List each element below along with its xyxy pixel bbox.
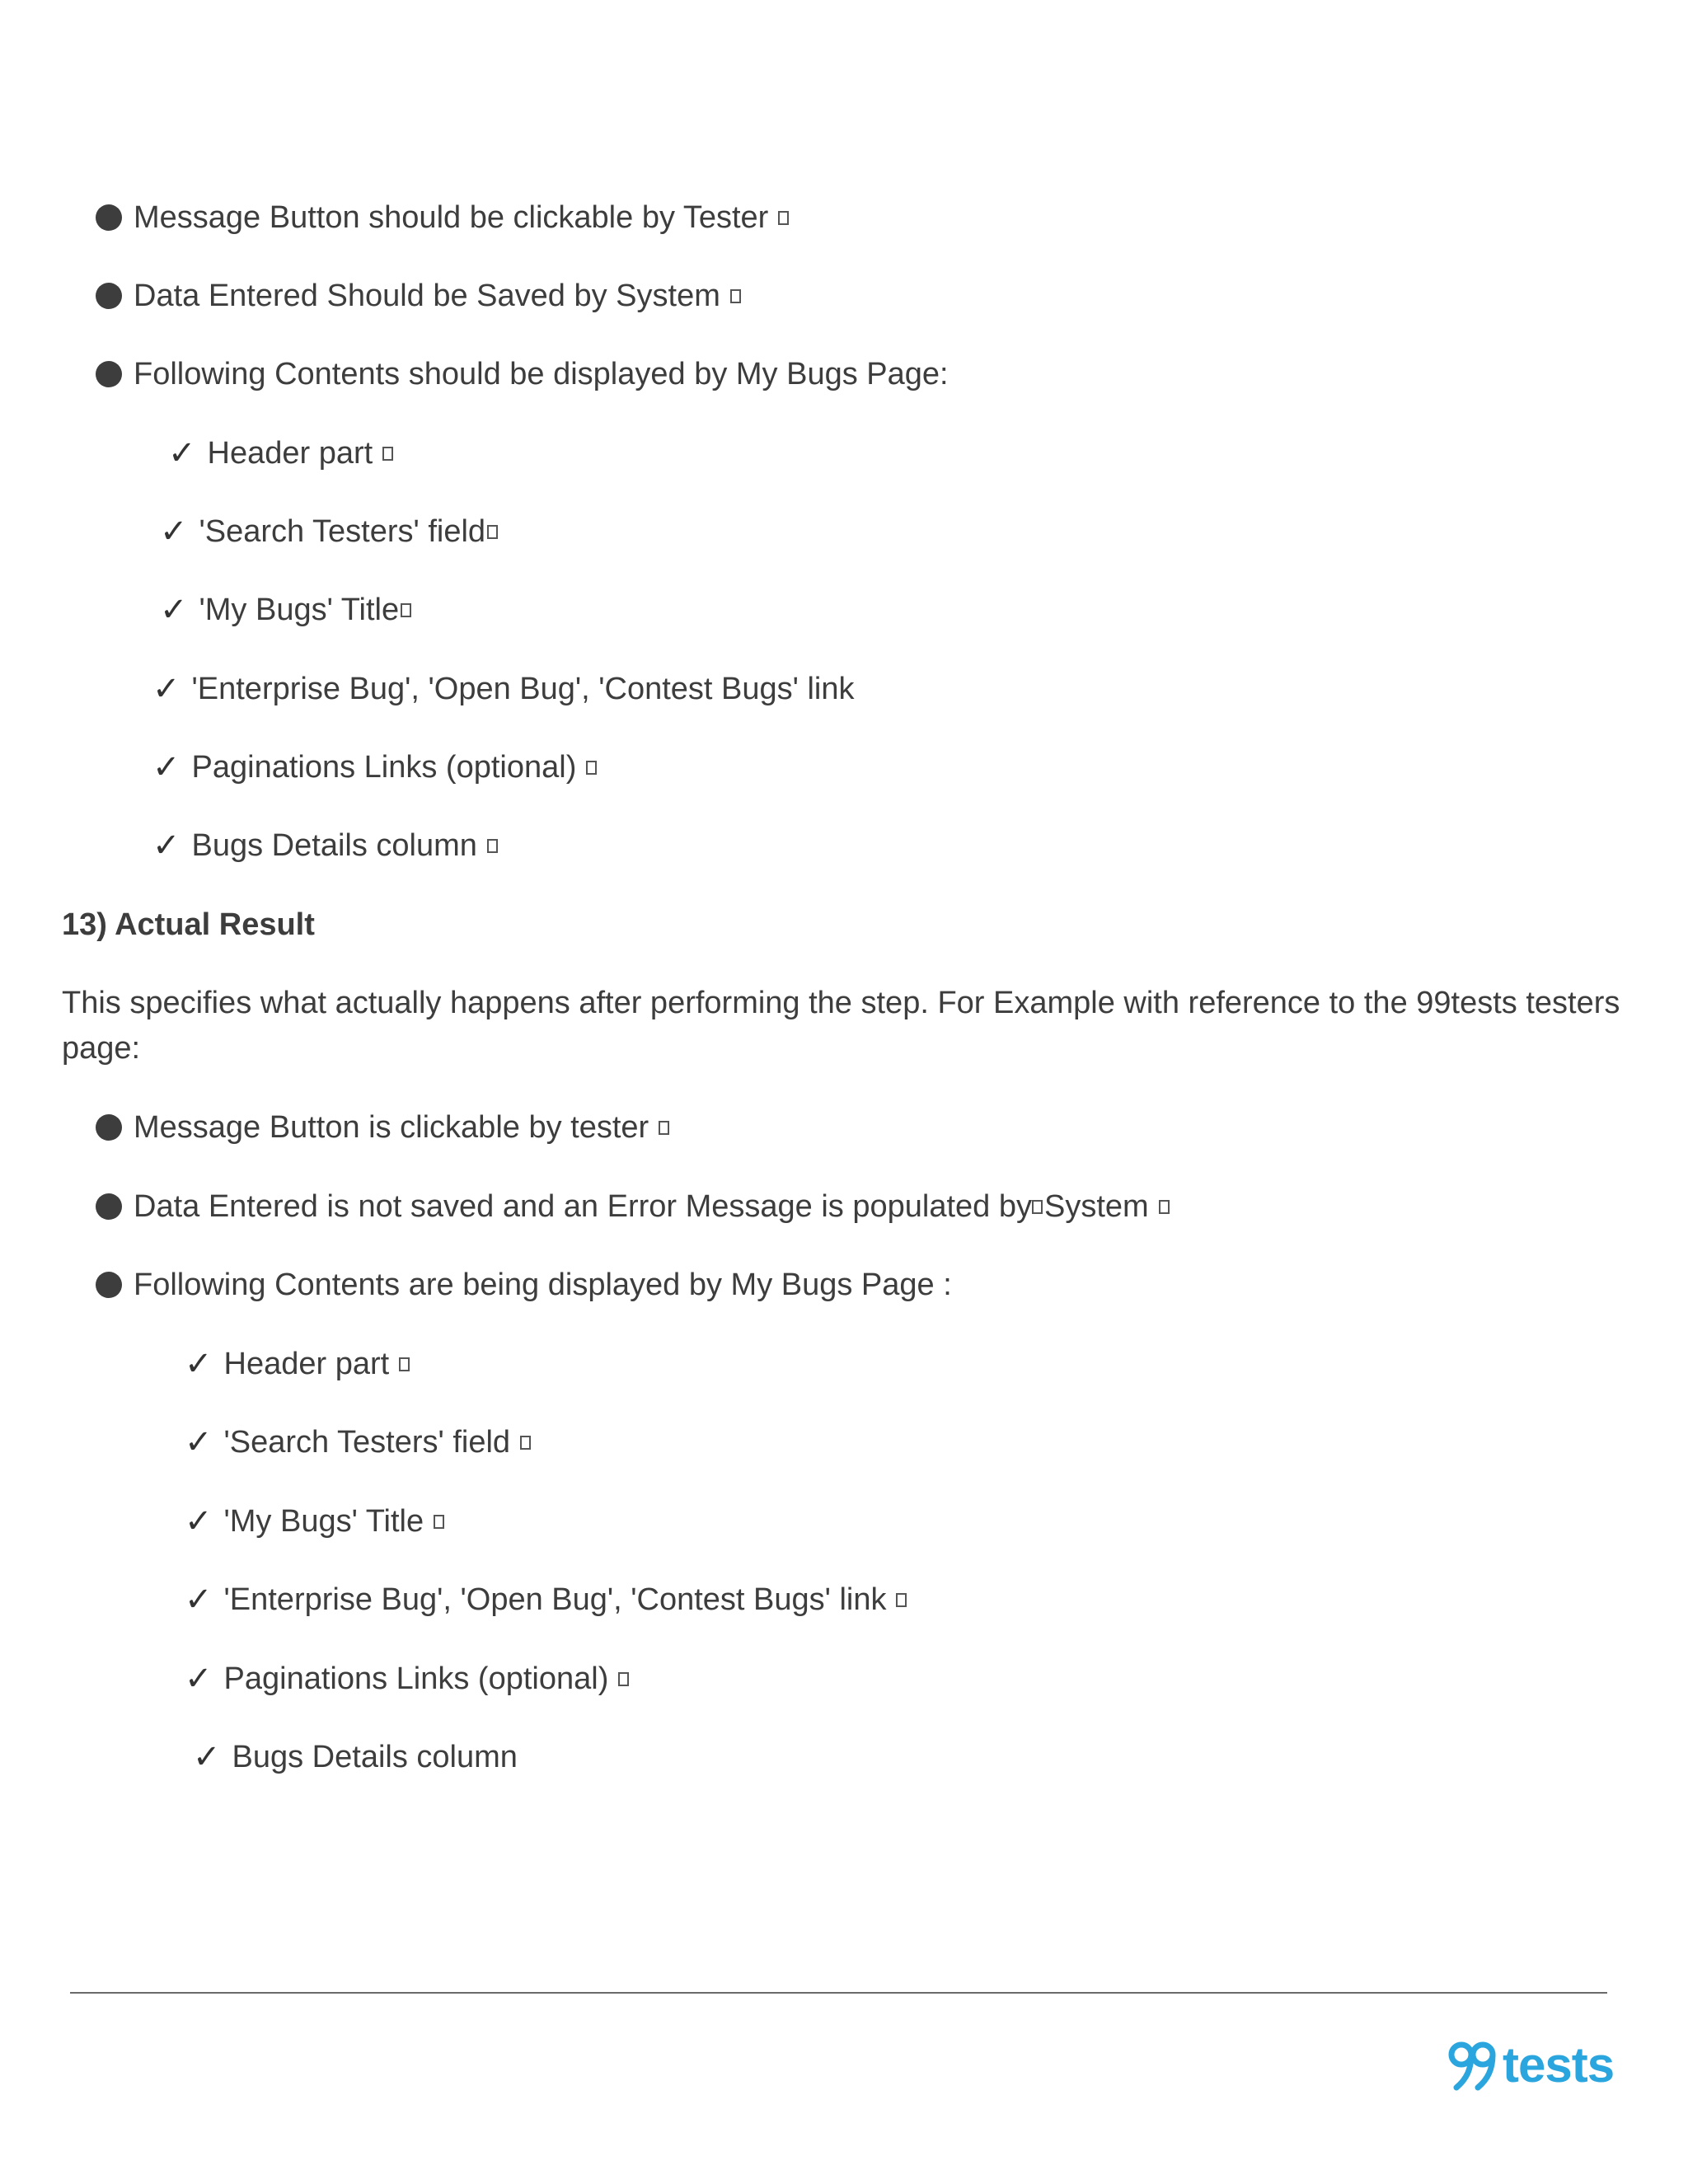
missing-glyph-icon (399, 1357, 410, 1371)
missing-glyph-icon (586, 761, 597, 775)
checklist-item (168, 434, 393, 473)
missing-glyph-icon (487, 839, 498, 853)
list-item (96, 276, 741, 316)
list-item-text: Message Button should be clickable by Tester (134, 200, 769, 235)
checklist-item-text: Bugs Details column (191, 828, 477, 863)
checkmark-icon: ✓ (185, 1581, 213, 1619)
checklist-item-text: 'Enterprise Bug', 'Open Bug', 'Contest Bugs' link (223, 1582, 887, 1617)
missing-glyph-icon (778, 211, 789, 225)
missing-glyph-icon (520, 1436, 531, 1450)
checklist-item-text: Bugs Details column (232, 1740, 518, 1774)
bullet-icon (96, 361, 122, 387)
list-item-text-start: Data Entered is not saved and an Error Message is populated by (134, 1189, 1032, 1224)
missing-glyph-icon (487, 525, 498, 539)
checklist-item-text: 'My Bugs' Title (223, 1504, 424, 1539)
bullet-icon (96, 1193, 122, 1220)
list-item-text: Following Contents are being displayed by My Bugs Page : (134, 1268, 952, 1302)
list-item (96, 198, 789, 237)
list-item (96, 1187, 1170, 1226)
checklist-item (152, 748, 597, 787)
list-item-text: Following Contents should be displayed by My Bugs Page: (134, 357, 949, 391)
footer-divider (70, 1992, 1607, 1994)
checkmark-icon: ✓ (152, 670, 181, 708)
missing-glyph-icon (730, 289, 741, 303)
brand-logo (1448, 2036, 1614, 2093)
missing-glyph-icon (896, 1593, 907, 1607)
missing-glyph-icon (618, 1672, 629, 1686)
checklist-item-text: 'Enterprise Bug', 'Open Bug', 'Contest Bugs' link (191, 672, 855, 706)
missing-glyph-icon (401, 603, 411, 617)
section-paragraph: This specifies what actually happens after performing the step. For Example with reference to the 99tests testers page: (62, 986, 1620, 1066)
logo-99-mark (1448, 2036, 1499, 2093)
checkmark-icon: ✓ (152, 827, 181, 865)
checkmark-icon: ✓ (185, 1345, 213, 1383)
checklist-item (160, 590, 411, 630)
bullet-icon (96, 1114, 122, 1141)
checklist-item (160, 512, 498, 551)
checklist-item-text: Header part (207, 436, 373, 471)
section-heading: 13) Actual Result (62, 907, 315, 942)
list-item (96, 1265, 952, 1305)
checklist-item-text: Header part (223, 1347, 390, 1381)
checklist-item (185, 1422, 531, 1462)
list-item (96, 1108, 669, 1147)
checkmark-icon: ✓ (168, 434, 196, 472)
checklist-item (185, 1502, 444, 1541)
checklist-item-text: 'My Bugs' Title (199, 593, 400, 627)
checkmark-icon: ✓ (185, 1660, 213, 1698)
checklist-item-text: 'Search Testers' field (223, 1425, 511, 1460)
checklist-item (185, 1344, 410, 1384)
checkmark-icon: ✓ (185, 1423, 213, 1461)
missing-glyph-icon (1159, 1200, 1170, 1214)
list-item-text-end: System (1043, 1189, 1149, 1224)
missing-glyph-icon (434, 1515, 444, 1529)
checklist-item (185, 1580, 907, 1619)
checkmark-icon: ✓ (152, 748, 181, 786)
checklist-item (185, 1659, 629, 1699)
checkmark-icon: ✓ (185, 1502, 213, 1540)
checkmark-icon: ✓ (193, 1738, 221, 1776)
checklist-item (152, 669, 854, 709)
missing-glyph-icon (659, 1121, 669, 1135)
checklist-item (152, 826, 498, 865)
checklist-item-text: Paginations Links (optional) (191, 750, 577, 785)
checkmark-icon: ✓ (160, 513, 188, 551)
checklist-item-text: Paginations Links (optional) (223, 1661, 609, 1696)
missing-glyph-icon (1032, 1200, 1043, 1214)
bullet-icon (96, 283, 122, 309)
list-item (96, 354, 949, 394)
checkmark-icon: ✓ (160, 591, 188, 629)
logo-text: tests (1503, 2036, 1615, 2093)
checklist-item-text: 'Search Testers' field (199, 514, 486, 549)
missing-glyph-icon (382, 447, 393, 461)
list-item-text: Data Entered Should be Saved by System (134, 279, 720, 313)
bullet-icon (96, 204, 122, 231)
checklist-item (193, 1737, 518, 1777)
bullet-icon (96, 1272, 122, 1298)
list-item-text: Message Button is clickable by tester (134, 1110, 649, 1145)
